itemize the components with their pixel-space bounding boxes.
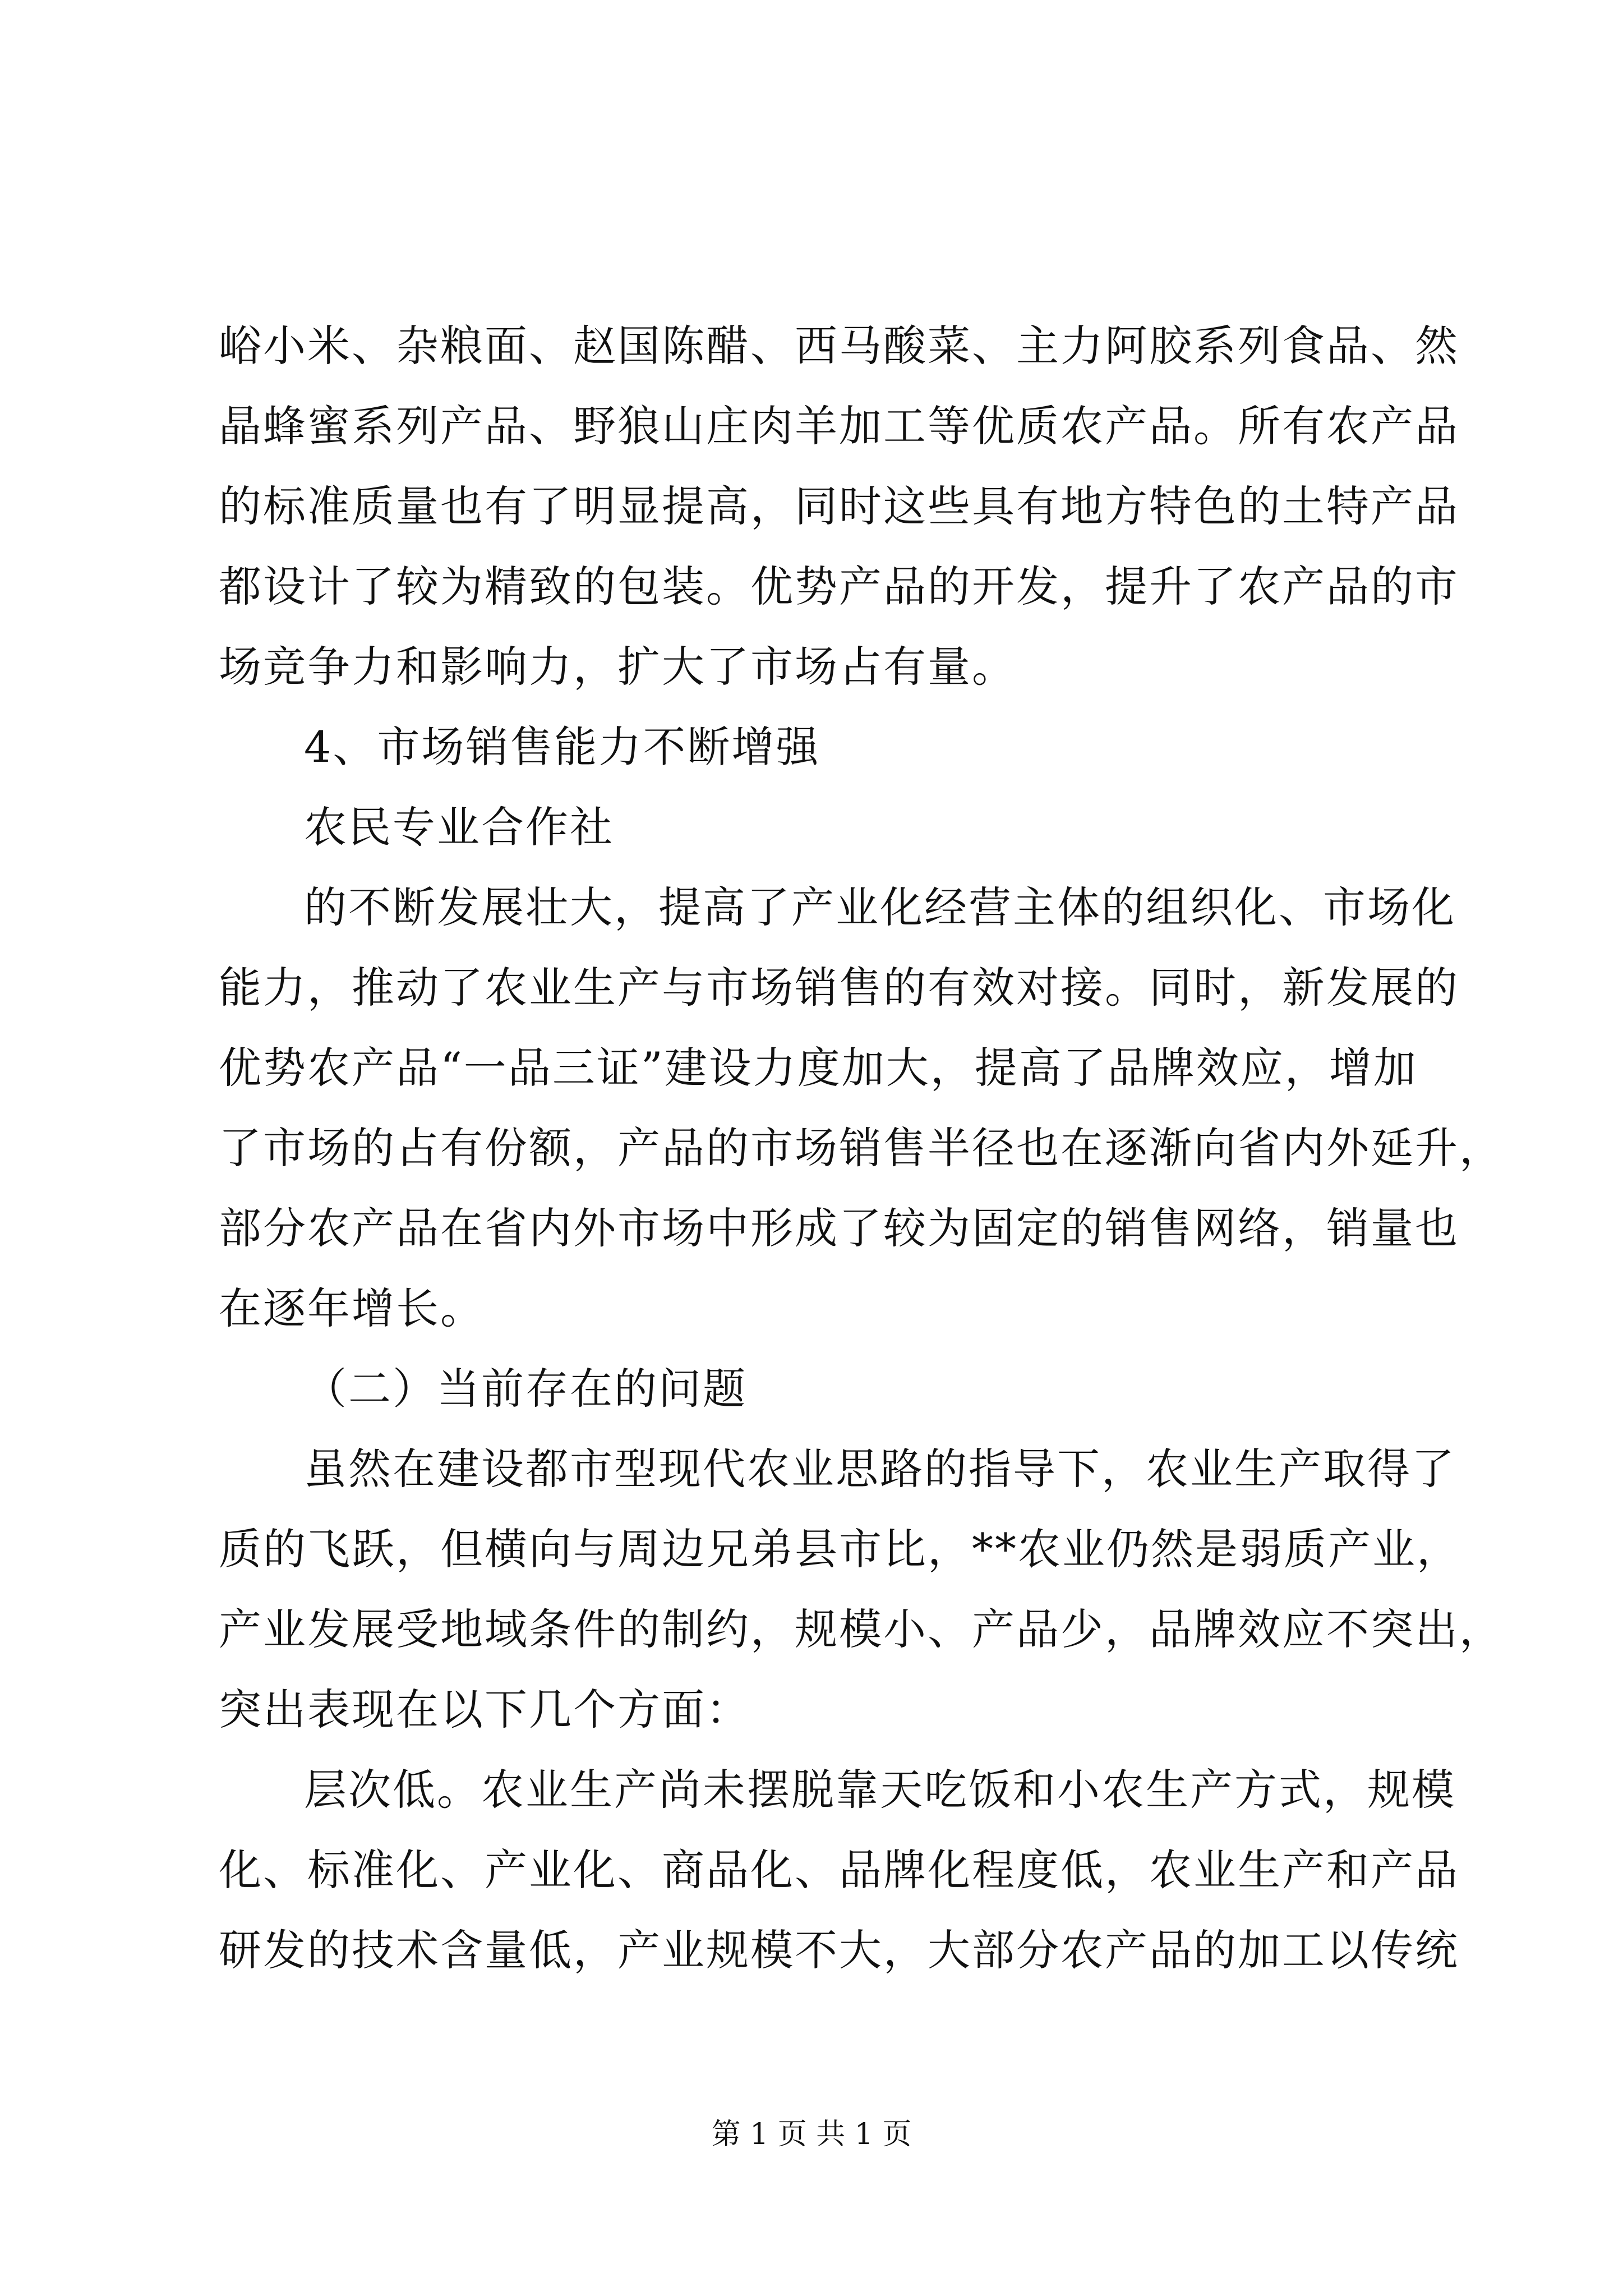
text-line: 晶蜂蜜系列产品、野狼山庄肉羊加工等优质农产品。所有农产品 [219, 401, 1459, 451]
text-line: 部分农产品在省内外市场中形成了较为固定的销售网络，销量也 [219, 1203, 1459, 1253]
text-line: 优势农产品“一品三证”建设力度加大，提高了品牌效应，增加 [219, 1043, 1418, 1093]
page-footer: 第 1 页 共 1 页 [711, 2118, 912, 2151]
section-heading: 4、市场销售能力不断增强 [304, 722, 820, 772]
text-line: 层次低。农业生产尚未摆脱靠天吃饭和小农生产方式，规模 [304, 1765, 1456, 1815]
text-line: 场竞争力和影响力，扩大了市场占有量。 [219, 642, 1016, 692]
text-line: 化、标准化、产业化、商品化、品牌化程度低，农业生产和产品 [219, 1845, 1459, 1895]
text-line: 产业发展受地域条件的制约，规模小、产品少，品牌效应不突出， [219, 1604, 1504, 1654]
text-line: 都设计了较为精致的包装。优势产品的开发，提升了农产品的市 [219, 562, 1459, 611]
text-line: 了市场的占有份额，产品的市场销售半径也在逐渐向省内外延升， [219, 1123, 1504, 1173]
document-body [219, 306, 1504, 1990]
text-line: 能力，推动了农业生产与市场销售的有效对接。同时，新发展的 [219, 963, 1459, 1013]
section-heading: （二）当前存在的问题 [304, 1364, 747, 1414]
text-line: 研发的技术含量低，产业规模不大，大部分农产品的加工以传统 [219, 1925, 1459, 1975]
text-line: 农民专业合作社 [304, 802, 614, 852]
text-line: 在逐年增长。 [219, 1283, 485, 1333]
text-line: 虽然在建设都市型现代农业思路的指导下，农业生产取得了 [304, 1444, 1456, 1494]
text-line: 的不断发展壮大，提高了产业化经营主体的组织化、市场化 [304, 882, 1456, 932]
text-line: 峪小米、杂粮面、赵国陈醋、西马酸菜、主力阿胶系列食品、然 [219, 321, 1459, 371]
text-line: 质的飞跃，但横向与周边兄弟县市比，**农业仍然是弱质产业， [219, 1524, 1461, 1574]
text-line: 的标准质量也有了明显提高，同时这些具有地方特色的土特产品 [219, 481, 1459, 531]
text-line: 突出表现在以下几个方面： [219, 1685, 750, 1734]
